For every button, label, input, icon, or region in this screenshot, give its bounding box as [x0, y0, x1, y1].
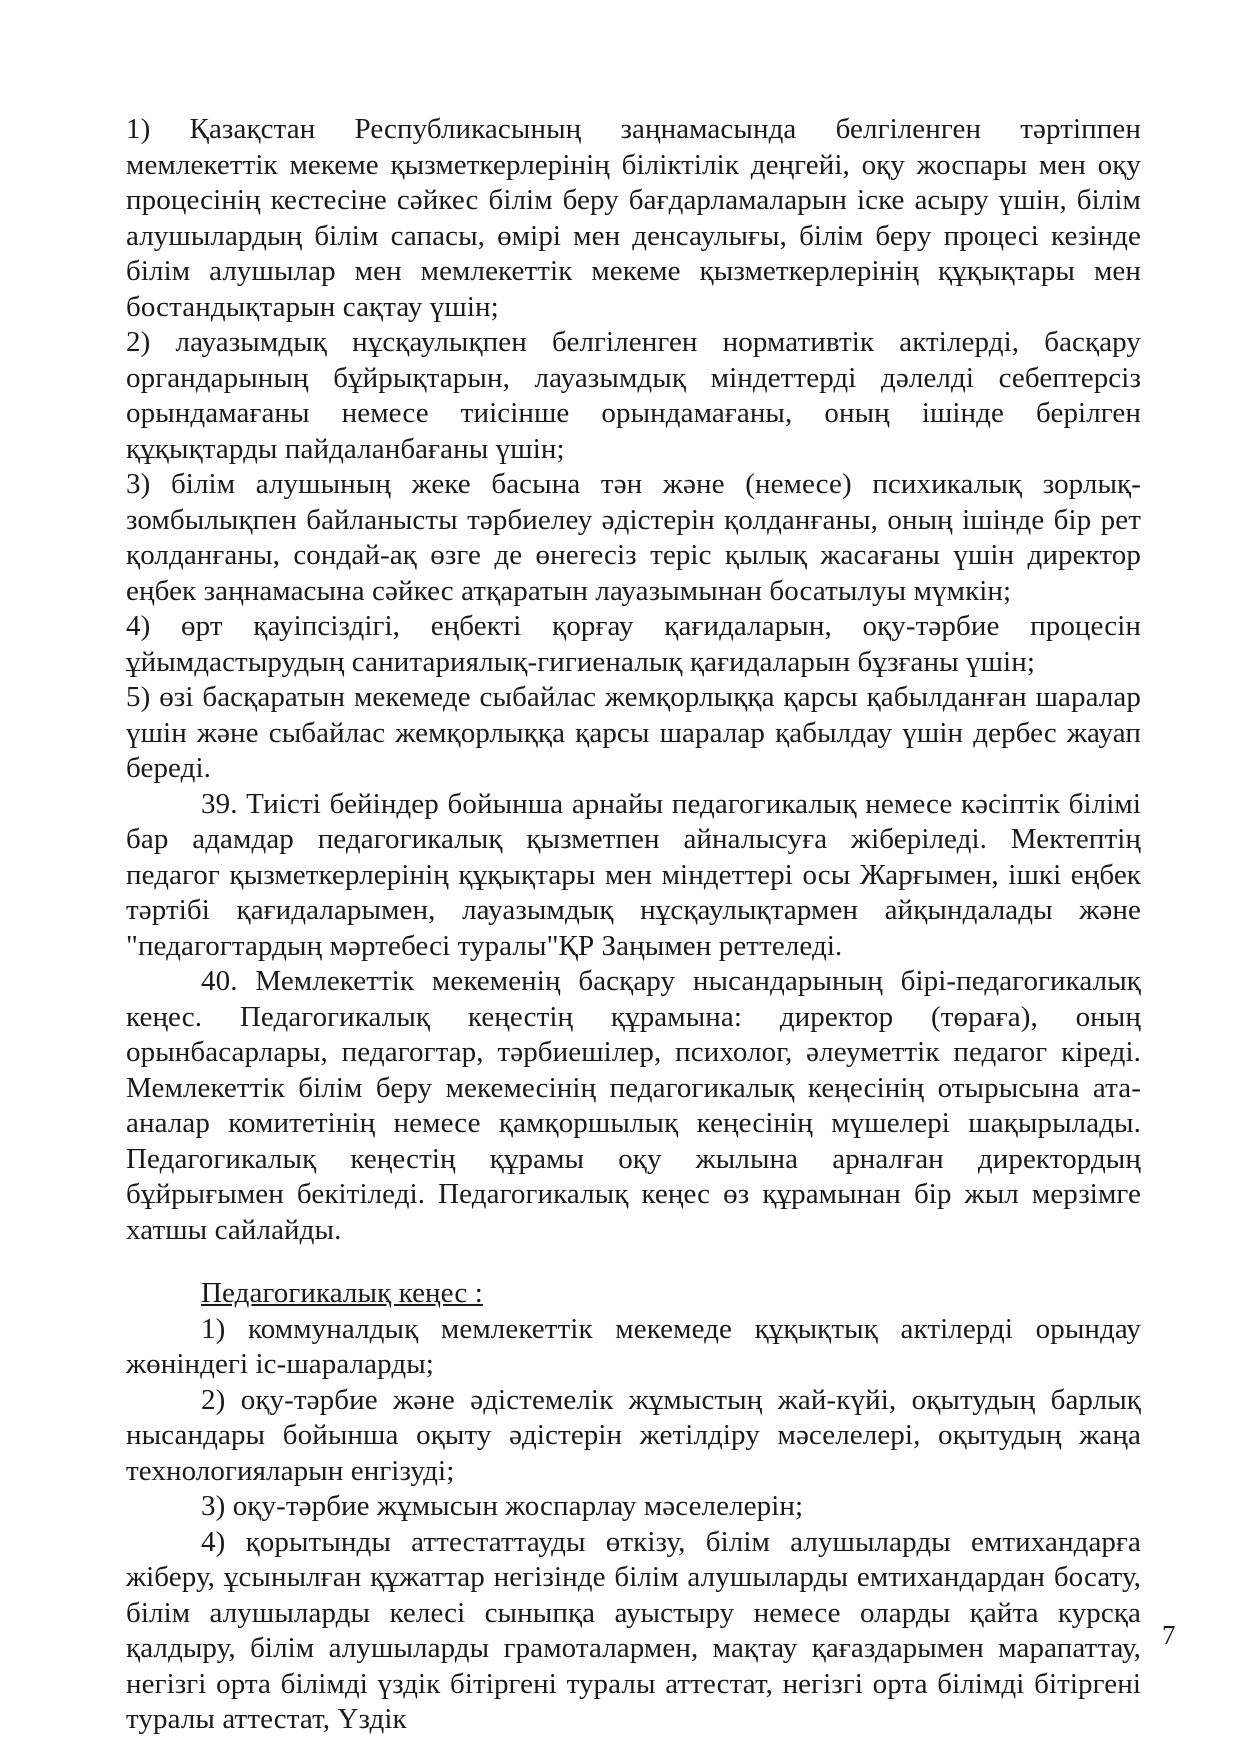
page-number: 7 — [1162, 1620, 1176, 1650]
paragraph-clause-1: 1) Қазақстан Республикасының заңнамасында белгіленген тәртіппен мемлекеттік мекеме қызметкерлерінің біліктілік деңгейі, оқу жоспары мен оқу процесінің кестесіне сәйкес білім беру бағдарламаларын іске асыру үшін, білім алушылардың білім сапасы, өмірі мен денсаулығы, білім беру процесі кезінде білім алушылар мен мемлекеттік мекеме қызметкерлерінің құқықтары мен бостандықтарын сақтау үшін; — [126, 113, 1141, 323]
paragraph-clause-5: 5) өзі басқаратын мекемеде сыбайлас жемқорлыққа қарсы қабылданған шаралар үшін және сыбайлас жемқорлыққа қарсы шаралар қабылдау үшін дербес жауап береді. — [126, 681, 1141, 784]
paragraph-article-40: 40. Мемлекеттік мекеменің басқару нысандарының бірі-педагогикалық кеңес. Педагогикалық кеңестің құрамына: директор (төраға), оның орынбасарлары, педагогтар, тәрбиешілер, психолог, әлеуметтік педагог кіреді. Мемлекеттік білім беру мекемесінің педагогикалық кеңесінің отырысына ата-аналар комитетінің немесе қамқоршылық кеңесінің мүшелері шақырылады. Педагогикалық кеңестің құрамы оқу жылына арналған директордың бұйрығымен бекітіледі. Педагогикалық кеңес өз құрамынан бір жыл мерзімге хатшы сайлайды. — [126, 965, 1141, 1246]
council-list-item-2: 2) оқу-тәрбие және әдістемелік жұмыстың жай-күйі, оқытудың барлық нысандары бойынша оқыту әдістерін жетілдіру мәселелері, оқытудың жаңа технологияларын енгізуді; — [126, 1383, 1141, 1487]
paragraph-clause-2: 2) лауазымдық нұсқаулықпен белгіленген нормативтік актілерді, басқару органдарының бұйрықтарын, лауазымдық міндеттерді дәлелді себептерсіз орындамағаны немесе тиісінше орындамағаны, оның ішінде берілген құқықтарды пайдаланбағаны үшін; — [126, 326, 1141, 465]
section-heading-line — [126, 1276, 1141, 1312]
paragraph-clause-3: 3) білім алушының жеке басына тән және (немесе) психикалық зорлық-зомбылықпен байланысты тәрбиелеу әдістерін қолданғаны, оның ішінде бір рет қолданғаны, сондай-ақ өзге де өнегесіз теріс қылық жасағаны үшін директор еңбек заңнамасына сәйкес атқаратын лауазымынан босатылуы мүмкін; — [126, 468, 1141, 607]
section-heading: Педагогикалық кеңес : — [201, 1277, 483, 1309]
council-list-item-1: 1) коммуналдық мемлекеттік мекемеде құқықтық актілерді орындау жөніндегі іс-шараларды; — [126, 1312, 1141, 1380]
paragraph-clause-4: 4) өрт қауіпсіздігі, еңбекті қорғау қағидаларын, оқу-тәрбие процесін ұйымдастырудың санитариялық-гигиеналық қағидаларын бұзғаны үшін; — [126, 610, 1141, 678]
document-body — [126, 112, 1141, 1738]
council-list-item-4: 4) қорытынды аттестаттауды өткізу, білім алушыларды емтихандарға жіберу, ұсынылған құжаттар негізінде білім алушыларды емтихандардан босату, білім алушыларды келесі сыныпқа ауыстыру немесе оларды қайта курсқа қалдыру, білім алушыларды грамоталармен, мақтау қағаздарымен марапаттау, негізгі орта білімді үздік бітіргені туралы аттестат, негізгі орта білімді бітіргені туралы аттестат, Үздік — [126, 1525, 1141, 1735]
paragraph-article-39: 39. Тиісті бейіндер бойынша арнайы педагогикалық немесе кәсіптік білімі бар адамдар педагогикалық қызметпен айналысуға жіберіледі. Мектептің педагог қызметкерлерінің құқықтары мен міндеттері осы Жарғымен, ішкі еңбек тәртібі қағидаларымен, лауазымдық нұсқаулықтармен айқындалады және "педагогтардың мәртебесі туралы"ҚР Заңымен реттеледі. — [126, 787, 1141, 962]
council-list-item-3: 3) оқу-тәрбие жұмысын жоспарлау мәселелерін; — [201, 1490, 804, 1522]
